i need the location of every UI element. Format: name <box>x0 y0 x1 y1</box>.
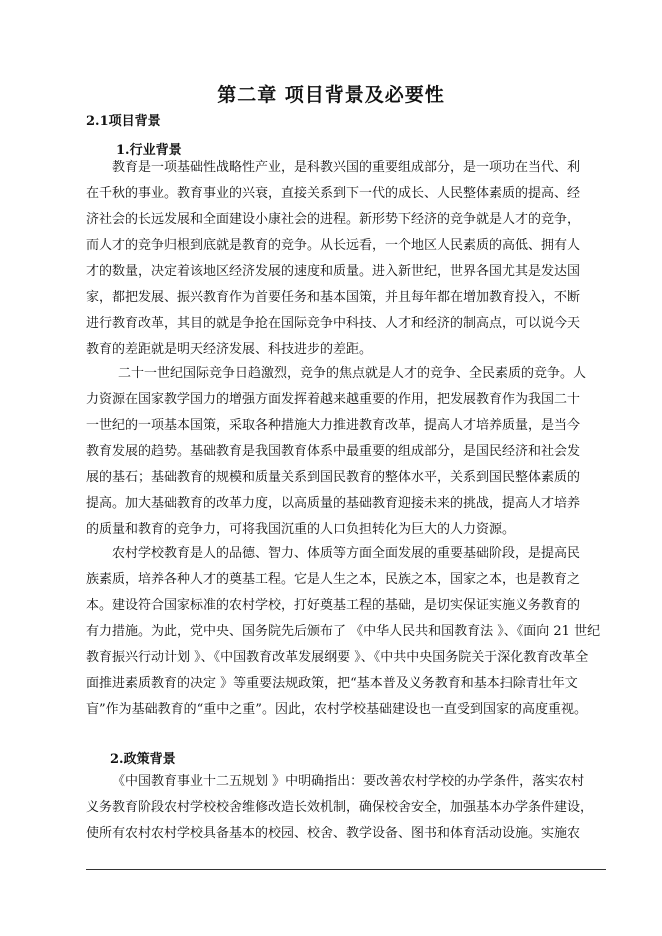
text-line: 本。建设符合国家标准的农村学校，打好奠基工程的基础，是切实保证实施义务教育的 <box>86 598 581 613</box>
text-line: 面推进素质教育的决定 》等重要法规政策，把“基本普及义务教育和基本扫除青壮年文 <box>86 676 578 691</box>
section-heading: 2.1项目背景 <box>86 114 161 129</box>
text-line: 济社会的长远发展和全面建设小康社会的进程。新形势下经济的竞争就是人才的竞争， <box>86 212 581 227</box>
text-line: 《中国教育事业十二五规划 》中明确指出：要改善农村学校的办学条件，落实农村 <box>112 774 585 789</box>
text-line: 二十一世纪国际竞争日趋激烈，竞争的焦点就是人才的竞争、全民素质的竞争。人 <box>118 366 587 381</box>
text-line: 教育是一项基础性战略性产业，是科教兴国的重要组成部分，是一项功在当代、利 <box>112 160 581 175</box>
text-line: 教育发展的趋势。基础教育是我国教育体系中最重要的组成部分，是国民经济和社会发 <box>86 444 581 459</box>
text-line: 义务教育阶段农村学校校舍维修改造长效机制，确保校舍安全，加强基本办学条件建设， <box>86 800 594 815</box>
subsection-heading-policy: 2.政策背景 <box>110 752 176 767</box>
text-line: 展的基石；基础教育的规模和质量关系到国民教育的整体水平，关系到国民整体素质的 <box>86 470 581 485</box>
text-line: 教育振兴行动计划 》、《中国教育改革发展纲要 》、《中共中央国务院关于深化教育改革全 <box>86 650 589 665</box>
text-line: 教育的差距就是明天经济发展、科技进步的差距。 <box>86 342 373 357</box>
subsection-heading-industry: 1.行业背景 <box>116 143 182 158</box>
text-line: 才的数量，决定着该地区经济发展的速度和质量。进入新世纪，世界各国尤其是发达国 <box>86 264 581 279</box>
text-line: 族素质，培养各种人才的奠基工程。它是人生之本，民族之本，国家之本，也是教育之 <box>86 572 581 587</box>
text-line: 使所有农村农村学校具备基本的校园、校舍、教学设备、图书和体育活动设施。实施农 <box>86 826 581 841</box>
footer-divider <box>86 869 606 870</box>
text-line: 家，都把发展、振兴教育作为首要任务和基本国策，并且每年都在增加教育投入，不断 <box>86 290 581 305</box>
paragraph-industry-3 <box>86 541 606 723</box>
text-line: 进行教育改革，其目的就是争抢在国际竞争中科技、人才和经济的制高点，可以说今天 <box>86 316 581 331</box>
text-line: 提高。加大基础教育的改革力度，以高质量的基础教育迎接未来的挑战，提高人才培养 <box>86 496 581 511</box>
paragraph-industry-1 <box>86 155 606 363</box>
paragraph-industry-2 <box>86 361 606 543</box>
text-line: 一世纪的一项基本国策，采取各种措施大力推进教育改革，提高人才培养质量，是当今 <box>86 418 581 433</box>
paragraph-policy-1 <box>86 769 606 847</box>
text-line: 盲”作为基础教育的“重中之重”。因此，农村学校基础建设也一直受到国家的高度重视。 <box>86 702 587 717</box>
text-line: 而人才的竞争归根到底就是教育的竞争。从长远看，一个地区人民素质的高低、拥有人 <box>86 238 581 253</box>
text-line: 在千秋的事业。教育事业的兴衰，直接关系到下一代的成长、人民整体素质的提高、经 <box>86 186 581 201</box>
text-line: 农村学校教育是人的品德、智力、体质等方面全面发展的重要基础阶段，是提高民 <box>112 546 581 561</box>
text-line: 力资源在国家教学国力的增强方面发挥着越来越重要的作用，把发展教育作为我国二十 <box>86 392 581 407</box>
text-line: 有力措施。为此，党中央、国务院先后颁布了 《中华人民共和国教育法 》、《面向 21 世纪 <box>86 624 601 639</box>
text-line: 的质量和教育的竞争力，可将我国沉重的人口负担转化为巨大的人力资源。 <box>86 522 516 537</box>
chapter-title: 第二章 项目背景及必要性 <box>217 84 445 106</box>
